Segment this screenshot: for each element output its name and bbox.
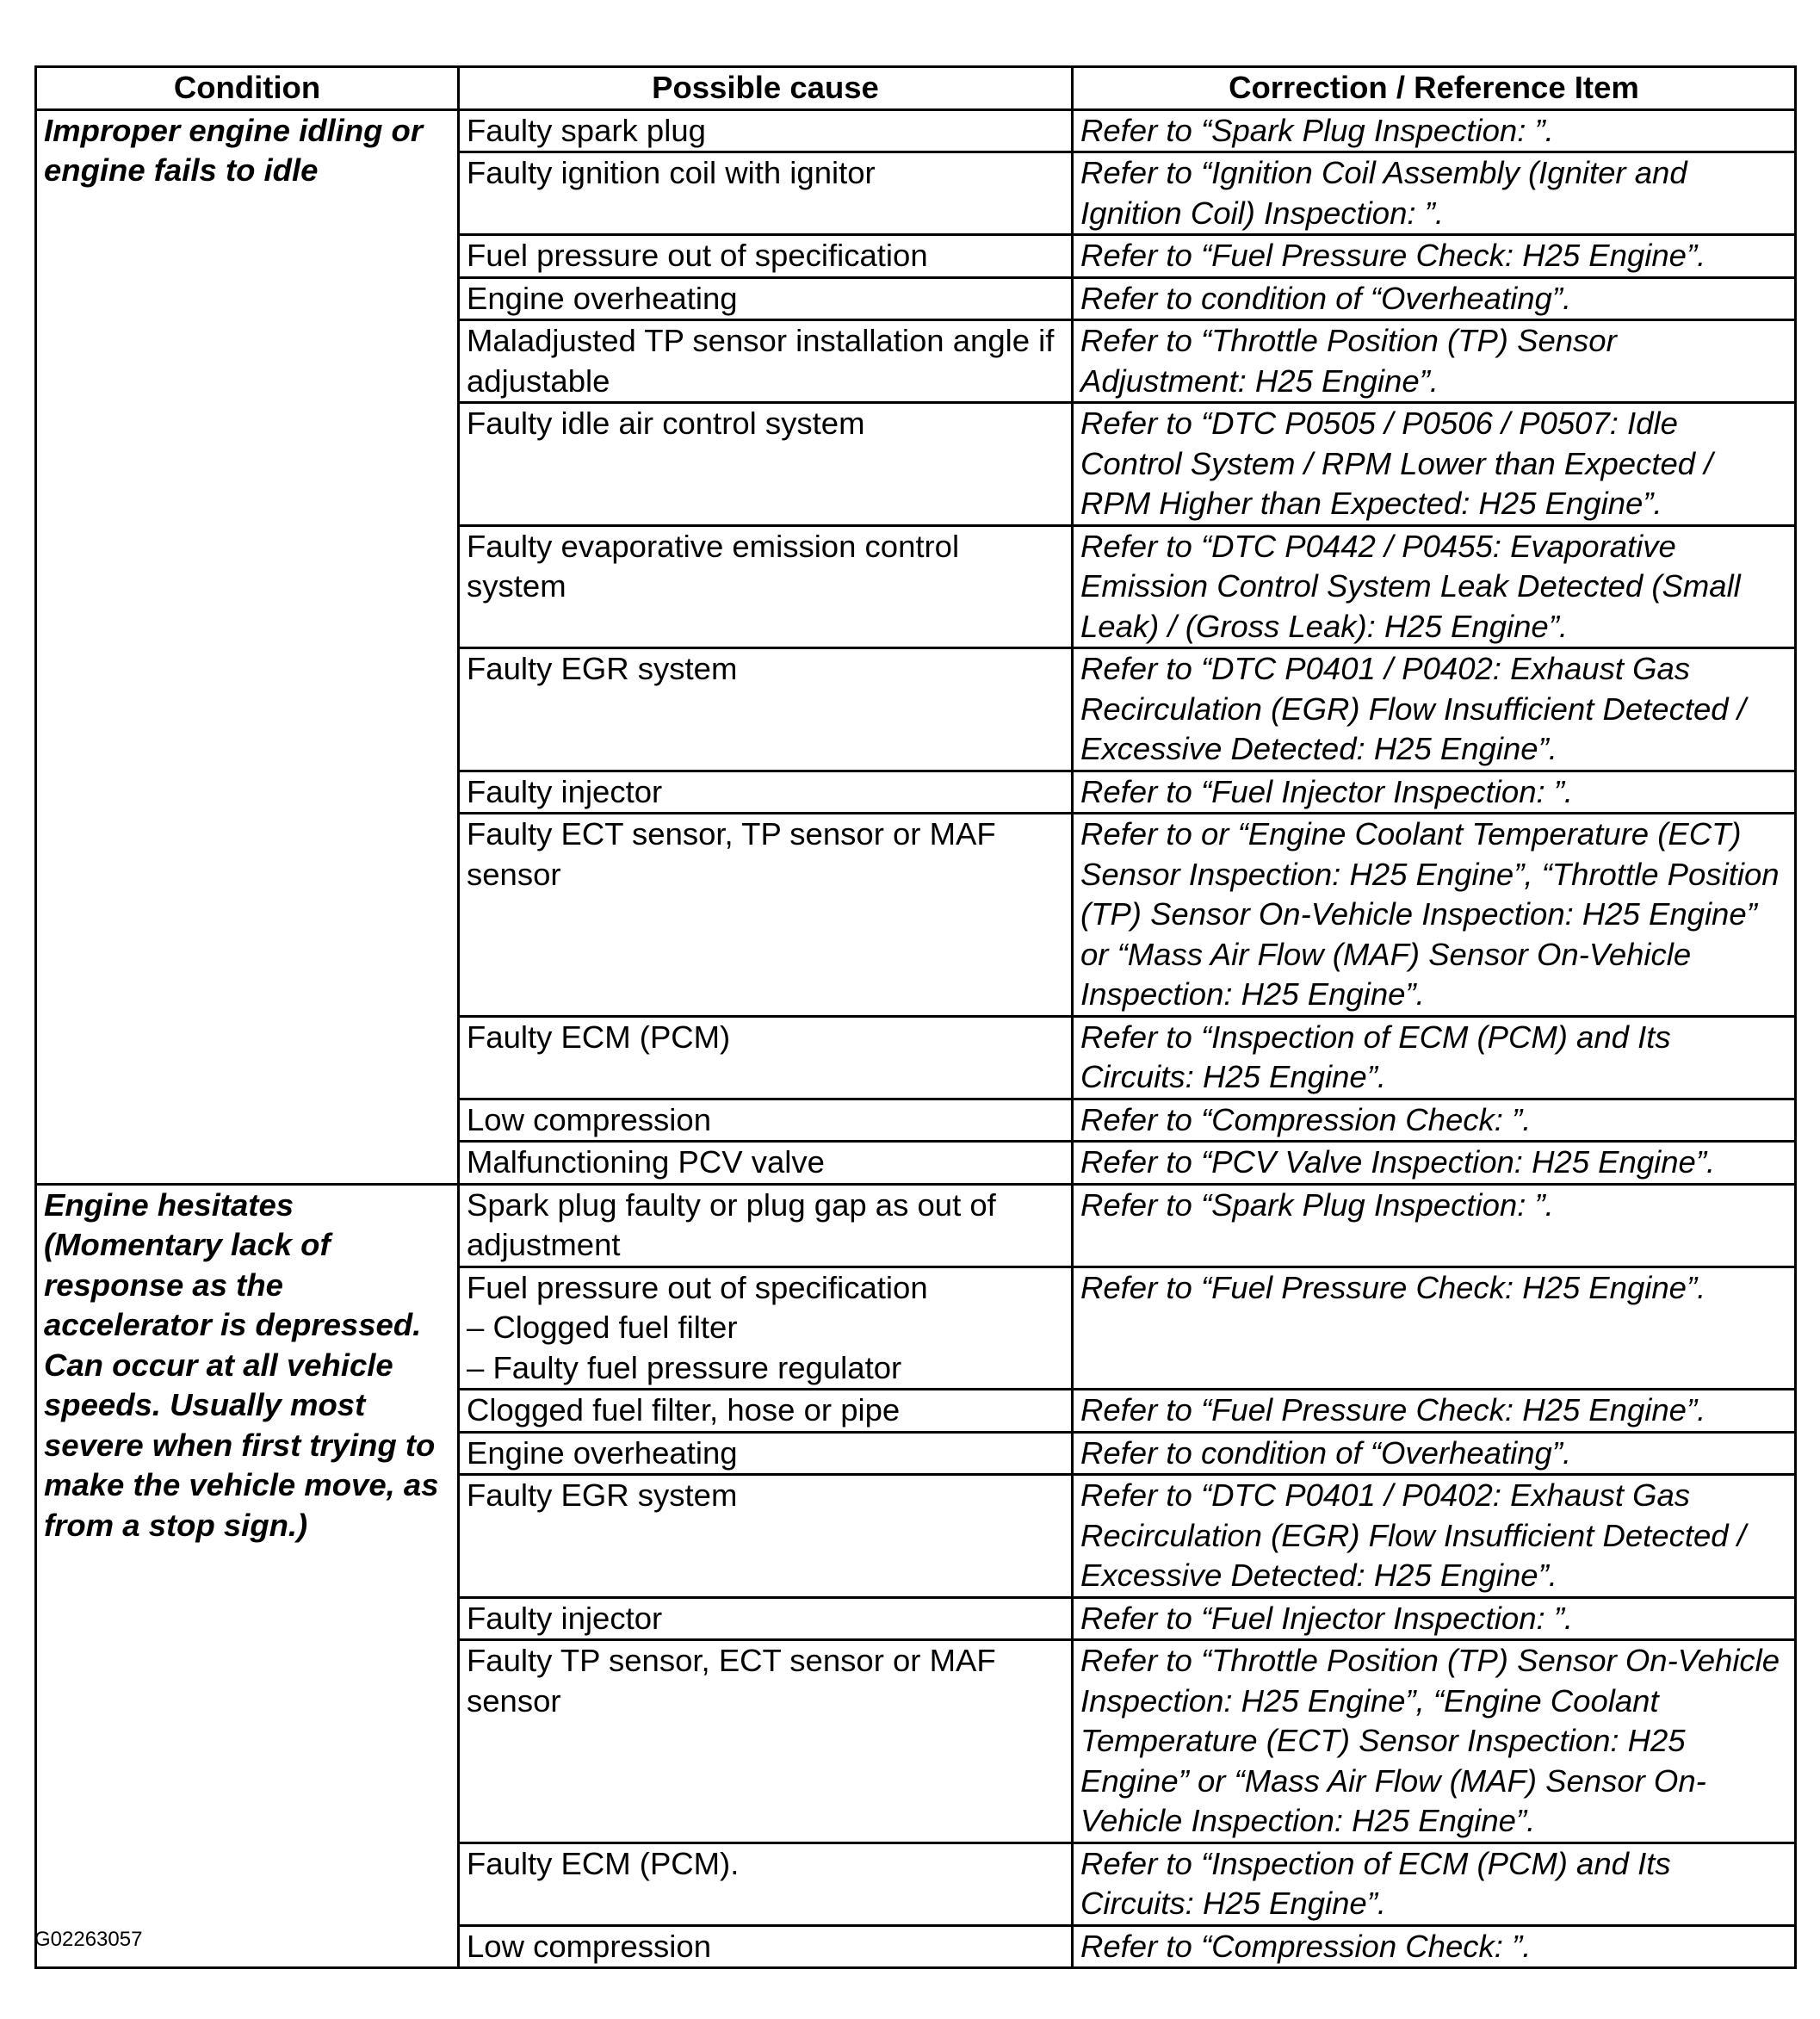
possible-cause-cell <box>459 1099 1073 1142</box>
possible-cause-line: – Clogged fuel filter <box>467 1310 738 1345</box>
possible-cause-cell <box>459 1597 1073 1640</box>
possible-cause-cell <box>459 648 1073 771</box>
correction-reference-cell: Refer to “DTC P0505 / P0506 / P0507: Idle Control System / RPM Lower than Expected / RPM Higher than Expected: H25 Engine”. <box>1073 403 1796 526</box>
possible-cause-line: Faulty ECM (PCM) <box>467 1019 731 1055</box>
table-row <box>36 1184 1796 1267</box>
possible-cause-cell <box>459 277 1073 320</box>
correction-reference-cell: Refer to “DTC P0442 / P0455: Evaporative Emission Control System Leak Detected (Small Leak) / (Gross Leak): H25 Engine”. <box>1073 525 1796 648</box>
header-possible-cause: Possible cause <box>459 67 1073 110</box>
correction-reference-cell: Refer to or “Engine Coolant Temperature (ECT) Sensor Inspection: H25 Engine”, “Throttle Position (TP) Sensor On-Vehicle Inspection: H25 Engine” or “Mass Air Flow (MAF) Sensor On-Vehicle Inspection: H25 Engine”. <box>1073 814 1796 1017</box>
possible-cause-cell <box>459 403 1073 526</box>
correction-reference-cell: Refer to “Fuel Injector Inspection: ”. <box>1073 771 1796 814</box>
possible-cause-cell <box>459 152 1073 235</box>
possible-cause-cell <box>459 1142 1073 1185</box>
possible-cause-line: Faulty ignition coil with ignitor <box>467 155 876 190</box>
possible-cause-cell <box>459 1390 1073 1433</box>
possible-cause-line: Maladjusted TP sensor installation angle if adjustable <box>467 323 1055 399</box>
figure-id: G02263057 <box>34 1928 143 1951</box>
condition-cell: Engine hesitates (Momentary lack of response as the accelerator is depressed. Can occur at all vehicle speeds. Usually most severe when first trying to make the vehicle move, as from a stop sign.) <box>36 1184 459 1968</box>
correction-reference-cell: Refer to “Inspection of ECM (PCM) and Its Circuits: H25 Engine”. <box>1073 1016 1796 1099</box>
possible-cause-line: Faulty EGR system <box>467 1477 738 1513</box>
correction-reference-cell: Refer to “PCV Valve Inspection: H25 Engine”. <box>1073 1142 1796 1185</box>
possible-cause-line: Faulty TP sensor, ECT sensor or MAF sensor <box>467 1643 996 1719</box>
possible-cause-line: Faulty spark plug <box>467 112 706 148</box>
possible-cause-cell <box>459 1475 1073 1598</box>
correction-reference-cell: Refer to “Compression Check: ”. <box>1073 1925 1796 1968</box>
table-body <box>36 109 1796 1968</box>
possible-cause-cell <box>459 771 1073 814</box>
possible-cause-line: Spark plug faulty or plug gap as out of adjustment <box>467 1186 996 1262</box>
possible-cause-line: Faulty idle air control system <box>467 406 865 441</box>
correction-reference-cell: Refer to “DTC P0401 / P0402: Exhaust Gas Recirculation (EGR) Flow Insufficient Detected / Excessive Detected: H25 Engine”. <box>1073 648 1796 771</box>
possible-cause-line: Engine overheating <box>467 1434 738 1471</box>
possible-cause-line: Malfunctioning PCV valve <box>467 1144 825 1180</box>
correction-reference-cell: Refer to “Fuel Pressure Check: H25 Engine”. <box>1073 1390 1796 1433</box>
correction-reference-cell: Refer to “Fuel Injector Inspection: ”. <box>1073 1597 1796 1640</box>
possible-cause-line: Faulty EGR system <box>467 651 738 686</box>
possible-cause-line: – Faulty fuel pressure regulator <box>467 1349 902 1385</box>
header-condition: Condition <box>36 67 459 110</box>
possible-cause-cell <box>459 814 1073 1017</box>
possible-cause-cell <box>459 1184 1073 1267</box>
condition-cell: Improper engine idling or engine fails to idle <box>36 109 459 1184</box>
correction-reference-cell: Refer to “Throttle Position (TP) Sensor On-Vehicle Inspection: H25 Engine”, “Engine Coolant Temperature (ECT) Sensor Inspection: H25 Engine” or “Mass Air Flow (MAF) Sensor On-Vehicle Inspection: H25 Engine”. <box>1073 1640 1796 1843</box>
possible-cause-cell <box>459 1925 1073 1968</box>
correction-reference-cell: Refer to “Compression Check: ”. <box>1073 1099 1796 1142</box>
correction-reference-cell: Refer to condition of “Overheating”. <box>1073 1432 1796 1475</box>
possible-cause-cell <box>459 1842 1073 1925</box>
correction-reference-cell: Refer to “DTC P0401 / P0402: Exhaust Gas Recirculation (EGR) Flow Insufficient Detected / Excessive Detected: H25 Engine”. <box>1073 1475 1796 1598</box>
possible-cause-line: Faulty injector <box>467 1600 663 1636</box>
possible-cause-cell <box>459 1640 1073 1843</box>
possible-cause-line: Engine overheating <box>467 280 738 316</box>
possible-cause-line: Faulty evaporative emission control system <box>467 528 960 604</box>
possible-cause-cell <box>459 1267 1073 1390</box>
troubleshooting-table <box>34 65 1797 1969</box>
correction-reference-cell: Refer to “Fuel Pressure Check: H25 Engine”. <box>1073 1267 1796 1390</box>
possible-cause-line: Fuel pressure out of specification <box>467 1269 928 1305</box>
correction-reference-cell: Refer to “Ignition Coil Assembly (Igniter and Ignition Coil) Inspection: ”. <box>1073 152 1796 235</box>
table-header <box>36 67 1796 110</box>
possible-cause-line: Faulty ECT sensor, TP sensor or MAF sensor <box>467 816 996 892</box>
possible-cause-cell <box>459 235 1073 278</box>
correction-reference-cell: Refer to “Throttle Position (TP) Sensor Adjustment: H25 Engine”. <box>1073 320 1796 403</box>
possible-cause-cell <box>459 1432 1073 1475</box>
correction-reference-cell: Refer to “Spark Plug Inspection: ”. <box>1073 1184 1796 1267</box>
possible-cause-line: Faulty ECM (PCM). <box>467 1845 740 1881</box>
possible-cause-cell <box>459 109 1073 152</box>
header-row <box>36 67 1796 110</box>
table-row <box>36 109 1796 152</box>
possible-cause-line: Fuel pressure out of specification <box>467 238 928 273</box>
correction-reference-cell: Refer to “Fuel Pressure Check: H25 Engine”. <box>1073 235 1796 278</box>
header-correction-reference: Correction / Reference Item <box>1073 67 1796 110</box>
correction-reference-cell: Refer to “Inspection of ECM (PCM) and Its Circuits: H25 Engine”. <box>1073 1842 1796 1925</box>
possible-cause-cell <box>459 525 1073 648</box>
possible-cause-line: Clogged fuel filter, hose or pipe <box>467 1392 901 1428</box>
possible-cause-line: Faulty injector <box>467 773 663 809</box>
correction-reference-cell: Refer to condition of “Overheating”. <box>1073 277 1796 320</box>
possible-cause-line: Low compression <box>467 1928 712 1964</box>
correction-reference-cell: Refer to “Spark Plug Inspection: ”. <box>1073 109 1796 152</box>
possible-cause-line: Low compression <box>467 1101 712 1137</box>
possible-cause-cell <box>459 1016 1073 1099</box>
possible-cause-cell <box>459 320 1073 403</box>
